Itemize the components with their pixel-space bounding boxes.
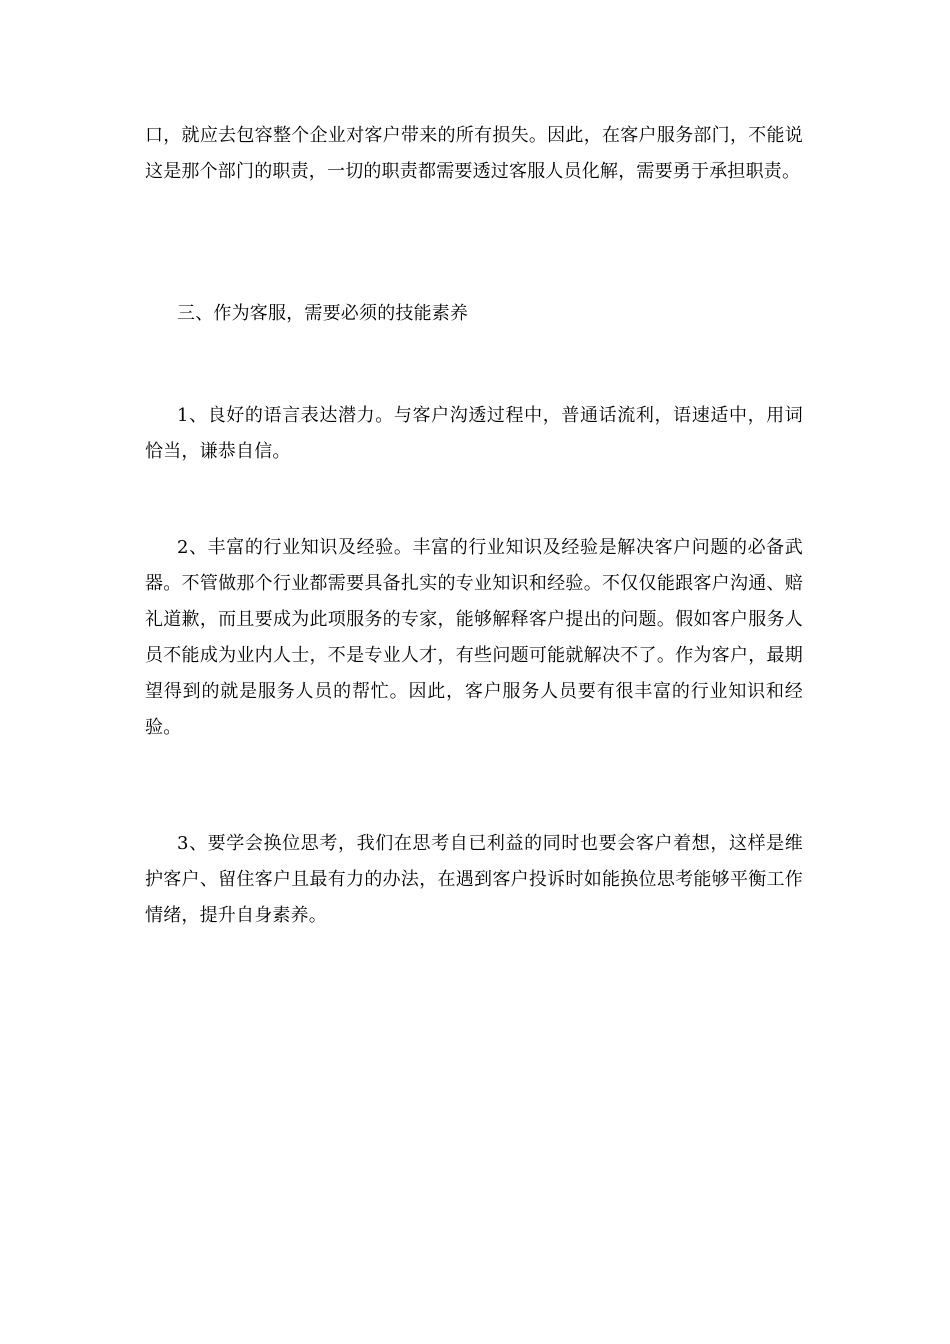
paragraph-item-3: 3、要学会换位思考，我们在思考自已利益的同时也要会客户着想，这样是维护客户、留住客户且最有力的办法，在遇到客户投诉时如能换位思考能够平衡工作情绪，提升自身素养。 <box>145 833 803 926</box>
paragraph-item-1: 1、良好的语言表达潜力。与客户沟透过程中，普通话流利，语速适中，用词恰当，谦恭自信。 <box>145 405 803 462</box>
section-heading-three: 三、作为客服，需要必须的技能素养 <box>177 303 469 324</box>
paragraph-item-2: 2、丰富的行业知识及经验。丰富的行业知识及经验是解决客户问题的必备武器。不管做那个行业都需要具备扎实的专业知识和经验。不仅仅能跟客户沟通、赔礼道歉，而且要成为此项服务的专家，能够解释客户提出的问题。假如客户服务人员不能成为业内人士，不是专业人才，有些问题可能就解决不了。作为客户，最期望得到的就是服务人员的帮忙。因此，客户服务人员要有很丰富的行业知识和经验。 <box>145 537 803 738</box>
paragraph-continuation: 口，就应去包容整个企业对客户带来的所有损失。因此，在客户服务部门，不能说这是那个部门的职责，一切的职责都需要透过客服人员化解，需要勇于承担职责。 <box>145 125 803 182</box>
